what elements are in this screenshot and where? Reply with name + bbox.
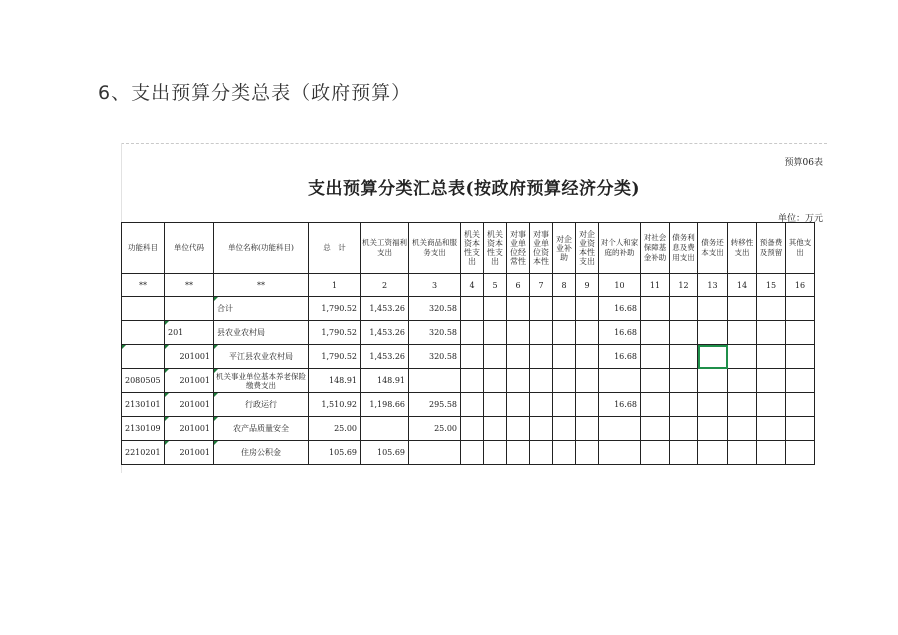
- empty-cell[interactable]: [530, 417, 553, 441]
- header-cell[interactable]: 转移性支出: [728, 223, 757, 274]
- empty-cell[interactable]: [461, 417, 484, 441]
- goods-services-cell[interactable]: 25.00: [409, 417, 461, 441]
- empty-cell[interactable]: [461, 297, 484, 321]
- total-cell[interactable]: 105.69: [309, 441, 361, 465]
- unit-label: 单位：万元: [777, 214, 823, 224]
- table-row: [122, 393, 815, 417]
- empty-cell[interactable]: [576, 417, 599, 441]
- empty-cell[interactable]: [728, 369, 757, 393]
- empty-cell[interactable]: [507, 321, 530, 345]
- unit-name-cell[interactable]: 机关事业单位基本养老保险缴费支出: [214, 369, 309, 393]
- header-cell[interactable]: 对企业补助: [553, 223, 576, 274]
- unit-code-cell[interactable]: 201001: [165, 369, 214, 393]
- empty-cell[interactable]: [670, 369, 698, 393]
- index-cell[interactable]: 9: [576, 274, 599, 297]
- unit-name-cell[interactable]: 合计: [214, 297, 309, 321]
- unit-code-cell[interactable]: 201001: [165, 417, 214, 441]
- personal-subsidy-cell[interactable]: 16.68: [599, 345, 641, 369]
- index-cell[interactable]: 6: [507, 274, 530, 297]
- empty-cell[interactable]: [461, 369, 484, 393]
- empty-cell[interactable]: [507, 417, 530, 441]
- header-cell[interactable]: 预备费及预留: [757, 223, 786, 274]
- empty-cell[interactable]: [576, 369, 599, 393]
- empty-cell[interactable]: [641, 297, 670, 321]
- empty-cell[interactable]: [670, 345, 698, 369]
- unit-code-cell[interactable]: 201: [165, 321, 214, 345]
- salary-cell[interactable]: [361, 417, 409, 441]
- form-code: 预算06表: [784, 158, 823, 168]
- table-row: [122, 417, 815, 441]
- empty-cell[interactable]: [641, 369, 670, 393]
- total-cell[interactable]: 1,510.92: [309, 393, 361, 417]
- empty-cell[interactable]: [728, 441, 757, 465]
- empty-cell[interactable]: [461, 441, 484, 465]
- spreadsheet: [121, 143, 827, 473]
- func-code-cell[interactable]: [122, 321, 165, 345]
- empty-cell[interactable]: [530, 441, 553, 465]
- empty-cell[interactable]: [757, 345, 786, 369]
- unit-name-cell[interactable]: 平江县农业农村局: [214, 345, 309, 369]
- header-cell[interactable]: 债务利息及费用支出: [670, 223, 698, 274]
- index-row: [122, 274, 815, 297]
- empty-cell[interactable]: [698, 417, 728, 441]
- empty-cell[interactable]: [576, 441, 599, 465]
- index-cell[interactable]: 3: [409, 274, 461, 297]
- empty-cell[interactable]: [670, 417, 698, 441]
- header-cell[interactable]: 单位代码: [165, 223, 214, 274]
- empty-cell[interactable]: [553, 393, 576, 417]
- empty-cell[interactable]: [786, 297, 815, 321]
- empty-cell[interactable]: [484, 369, 507, 393]
- func-code-cell[interactable]: 2130109: [122, 417, 165, 441]
- func-code-cell[interactable]: 2130101: [122, 393, 165, 417]
- empty-cell[interactable]: [728, 321, 757, 345]
- header-cell[interactable]: 机关资本性支出: [461, 223, 484, 274]
- unit-name-cell[interactable]: 县农业农村局: [214, 321, 309, 345]
- index-cell[interactable]: 10: [599, 274, 641, 297]
- empty-cell[interactable]: [728, 345, 757, 369]
- goods-services-cell[interactable]: 320.58: [409, 297, 461, 321]
- header-cell[interactable]: 机关商品和服务支出: [409, 223, 461, 274]
- empty-cell[interactable]: [641, 417, 670, 441]
- header-cell[interactable]: 对事业单位经常性: [507, 223, 530, 274]
- index-cell[interactable]: 1: [309, 274, 361, 297]
- header-cell[interactable]: 债务还本支出: [698, 223, 728, 274]
- personal-subsidy-cell[interactable]: 16.68: [599, 321, 641, 345]
- unit-name-cell[interactable]: 住房公积金: [214, 441, 309, 465]
- section-heading: 6、支出预算分类总表（政府预算）: [98, 82, 412, 104]
- index-cell[interactable]: 2: [361, 274, 409, 297]
- empty-cell[interactable]: [728, 417, 757, 441]
- empty-cell[interactable]: [507, 345, 530, 369]
- empty-cell[interactable]: [786, 321, 815, 345]
- empty-cell[interactable]: [728, 393, 757, 417]
- empty-cell[interactable]: [670, 393, 698, 417]
- unit-code-cell[interactable]: [165, 297, 214, 321]
- empty-cell[interactable]: [698, 369, 728, 393]
- selected-cell[interactable]: [698, 345, 728, 369]
- empty-cell[interactable]: [670, 297, 698, 321]
- index-cell[interactable]: 8: [553, 274, 576, 297]
- unit-code-cell[interactable]: 201001: [165, 441, 214, 465]
- total-cell[interactable]: 1,790.52: [309, 321, 361, 345]
- empty-cell[interactable]: [757, 393, 786, 417]
- empty-cell[interactable]: [530, 345, 553, 369]
- salary-cell[interactable]: 148.91: [361, 369, 409, 393]
- total-cell[interactable]: 1,790.52: [309, 345, 361, 369]
- empty-cell[interactable]: [484, 297, 507, 321]
- empty-cell[interactable]: [530, 321, 553, 345]
- personal-subsidy-cell[interactable]: [599, 369, 641, 393]
- index-cell[interactable]: **: [122, 274, 165, 297]
- empty-cell[interactable]: [553, 441, 576, 465]
- header-cell[interactable]: 对社会保障基金补助: [641, 223, 670, 274]
- func-code-cell[interactable]: 2210201: [122, 441, 165, 465]
- personal-subsidy-cell[interactable]: 16.68: [599, 393, 641, 417]
- empty-cell[interactable]: [698, 393, 728, 417]
- empty-cell[interactable]: [461, 345, 484, 369]
- empty-cell[interactable]: [670, 441, 698, 465]
- index-cell[interactable]: **: [165, 274, 214, 297]
- empty-cell[interactable]: [461, 393, 484, 417]
- header-cell[interactable]: 对企业资本性支出: [576, 223, 599, 274]
- table-row: [122, 441, 815, 465]
- table-row: [122, 321, 815, 345]
- empty-cell[interactable]: [484, 345, 507, 369]
- total-cell[interactable]: 1,790.52: [309, 297, 361, 321]
- empty-cell[interactable]: [576, 393, 599, 417]
- goods-services-cell[interactable]: 295.58: [409, 393, 461, 417]
- sheet-title: 支出预算分类汇总表(按政府预算经济分类): [307, 179, 641, 199]
- header-cell[interactable]: 其他支出: [786, 223, 815, 274]
- empty-cell[interactable]: [641, 393, 670, 417]
- header-cell[interactable]: 总 计: [309, 223, 361, 274]
- empty-cell[interactable]: [461, 321, 484, 345]
- func-code-cell[interactable]: [122, 297, 165, 321]
- table-row: [122, 345, 815, 369]
- unit-name-cell[interactable]: 行政运行: [214, 393, 309, 417]
- unit-code-cell[interactable]: 201001: [165, 345, 214, 369]
- index-cell[interactable]: 15: [757, 274, 786, 297]
- empty-cell[interactable]: [553, 369, 576, 393]
- empty-cell[interactable]: [670, 321, 698, 345]
- header-cell[interactable]: 单位名称(功能科目): [214, 223, 309, 274]
- salary-cell[interactable]: 1,453.26: [361, 321, 409, 345]
- index-cell[interactable]: 13: [698, 274, 728, 297]
- index-cell[interactable]: 5: [484, 274, 507, 297]
- empty-cell[interactable]: [786, 369, 815, 393]
- salary-cell[interactable]: 1,453.26: [361, 345, 409, 369]
- empty-cell[interactable]: [530, 393, 553, 417]
- header-cell[interactable]: 机关资本性支出: [484, 223, 507, 274]
- empty-cell[interactable]: [757, 297, 786, 321]
- header-row: [122, 223, 815, 274]
- index-cell[interactable]: 12: [670, 274, 698, 297]
- empty-cell[interactable]: [576, 297, 599, 321]
- empty-cell[interactable]: [641, 441, 670, 465]
- total-cell[interactable]: 148.91: [309, 369, 361, 393]
- budget-table: [121, 222, 815, 465]
- empty-cell[interactable]: [757, 417, 786, 441]
- index-cell[interactable]: 16: [786, 274, 815, 297]
- empty-cell[interactable]: [641, 345, 670, 369]
- unit-name-cell[interactable]: 农产品质量安全: [214, 417, 309, 441]
- index-cell[interactable]: 7: [530, 274, 553, 297]
- personal-subsidy-cell[interactable]: [599, 417, 641, 441]
- empty-cell[interactable]: [757, 441, 786, 465]
- empty-cell[interactable]: [553, 345, 576, 369]
- empty-cell[interactable]: [576, 345, 599, 369]
- empty-cell[interactable]: [786, 417, 815, 441]
- empty-cell[interactable]: [507, 441, 530, 465]
- empty-cell[interactable]: [757, 321, 786, 345]
- sheet-top-border: [121, 143, 827, 144]
- index-cell[interactable]: **: [214, 274, 309, 297]
- empty-cell[interactable]: [553, 417, 576, 441]
- empty-cell[interactable]: [786, 441, 815, 465]
- header-cell[interactable]: 对个人和家庭的补助: [599, 223, 641, 274]
- salary-cell[interactable]: 105.69: [361, 441, 409, 465]
- index-cell[interactable]: 4: [461, 274, 484, 297]
- salary-cell[interactable]: 1,198.66: [361, 393, 409, 417]
- func-code-cell[interactable]: [122, 345, 165, 369]
- unit-code-cell[interactable]: 201001: [165, 393, 214, 417]
- empty-cell[interactable]: [484, 417, 507, 441]
- empty-cell[interactable]: [553, 297, 576, 321]
- empty-cell[interactable]: [786, 345, 815, 369]
- empty-cell[interactable]: [786, 393, 815, 417]
- empty-cell[interactable]: [757, 369, 786, 393]
- empty-cell[interactable]: [530, 369, 553, 393]
- goods-services-cell[interactable]: 320.58: [409, 345, 461, 369]
- empty-cell[interactable]: [484, 321, 507, 345]
- empty-cell[interactable]: [698, 321, 728, 345]
- header-cell[interactable]: 机关工资福利支出: [361, 223, 409, 274]
- index-cell[interactable]: 11: [641, 274, 670, 297]
- empty-cell[interactable]: [507, 369, 530, 393]
- personal-subsidy-cell[interactable]: [599, 441, 641, 465]
- func-code-cell[interactable]: 2080505: [122, 369, 165, 393]
- index-cell[interactable]: 14: [728, 274, 757, 297]
- empty-cell[interactable]: [484, 393, 507, 417]
- table-row: [122, 369, 815, 393]
- goods-services-cell[interactable]: [409, 369, 461, 393]
- goods-services-cell[interactable]: [409, 441, 461, 465]
- empty-cell[interactable]: [484, 441, 507, 465]
- table-row: [122, 297, 815, 321]
- empty-cell[interactable]: [641, 321, 670, 345]
- salary-cell[interactable]: 1,453.26: [361, 297, 409, 321]
- empty-cell[interactable]: [576, 321, 599, 345]
- goods-services-cell[interactable]: 320.58: [409, 321, 461, 345]
- personal-subsidy-cell[interactable]: 16.68: [599, 297, 641, 321]
- header-cell[interactable]: 功能科目: [122, 223, 165, 274]
- empty-cell[interactable]: [553, 321, 576, 345]
- total-cell[interactable]: 25.00: [309, 417, 361, 441]
- empty-cell[interactable]: [728, 297, 757, 321]
- empty-cell[interactable]: [698, 441, 728, 465]
- empty-cell[interactable]: [507, 393, 530, 417]
- empty-cell[interactable]: [698, 297, 728, 321]
- empty-cell[interactable]: [530, 297, 553, 321]
- empty-cell[interactable]: [507, 297, 530, 321]
- header-cell[interactable]: 对事业单位资本性: [530, 223, 553, 274]
